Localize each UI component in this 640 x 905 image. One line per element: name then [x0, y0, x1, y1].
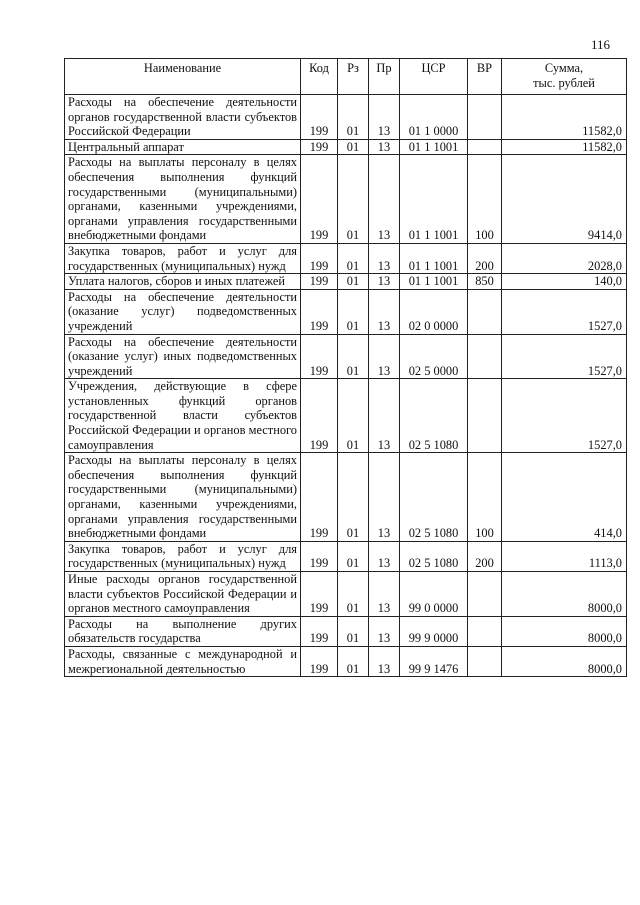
table-row [65, 334, 627, 379]
cell-sum: 8000,0 [502, 616, 627, 646]
cell-csr: 01 1 1001 [400, 243, 468, 273]
cell-vr [468, 95, 502, 140]
cell-pr: 13 [369, 155, 400, 244]
cell-name: Расходы на обеспечение деятельности (оказание услуг) иных подведомственных учреждений [65, 334, 301, 379]
table-row [65, 572, 627, 617]
cell-sum: 1527,0 [502, 379, 627, 453]
cell-kod: 199 [301, 334, 338, 379]
cell-sum: 9414,0 [502, 155, 627, 244]
cell-csr: 02 5 1080 [400, 379, 468, 453]
cell-kod: 199 [301, 453, 338, 542]
cell-name: Учреждения, действующие в сфере установленных функций органов государственной власти субъектов Российской Федерации и органов местного самоуправления [65, 379, 301, 453]
cell-kod: 199 [301, 646, 338, 676]
cell-kod: 199 [301, 243, 338, 273]
table-row [65, 646, 627, 676]
cell-kod: 199 [301, 274, 338, 290]
cell-sum: 11582,0 [502, 139, 627, 155]
cell-sum: 140,0 [502, 274, 627, 290]
budget-table [64, 58, 627, 677]
header-kod: Код [301, 59, 338, 95]
cell-pr: 13 [369, 572, 400, 617]
cell-csr: 99 0 0000 [400, 572, 468, 617]
cell-sum: 1113,0 [502, 541, 627, 571]
cell-vr: 850 [468, 274, 502, 290]
cell-rz: 01 [338, 243, 369, 273]
cell-pr: 13 [369, 139, 400, 155]
cell-rz: 01 [338, 95, 369, 140]
cell-vr [468, 289, 502, 334]
cell-sum: 1527,0 [502, 334, 627, 379]
cell-csr: 01 1 1001 [400, 155, 468, 244]
cell-pr: 13 [369, 274, 400, 290]
cell-pr: 13 [369, 289, 400, 334]
cell-sum: 2028,0 [502, 243, 627, 273]
table-row [65, 139, 627, 155]
cell-pr: 13 [369, 243, 400, 273]
cell-sum: 1527,0 [502, 289, 627, 334]
table-row [65, 453, 627, 542]
cell-rz: 01 [338, 572, 369, 617]
cell-pr: 13 [369, 646, 400, 676]
cell-pr: 13 [369, 616, 400, 646]
cell-name: Расходы на обеспечение деятельности (оказание услуг) подведомственных учреждений [65, 289, 301, 334]
cell-vr [468, 334, 502, 379]
table-row [65, 274, 627, 290]
header-csr: ЦСР [400, 59, 468, 95]
cell-rz: 01 [338, 289, 369, 334]
cell-name: Иные расходы органов государственной власти субъектов Российской Федерации и органов местного самоуправления [65, 572, 301, 617]
cell-pr: 13 [369, 453, 400, 542]
cell-pr: 13 [369, 541, 400, 571]
cell-name: Центральный аппарат [65, 139, 301, 155]
header-rz: Рз [338, 59, 369, 95]
header-sum: Сумма, тыс. рублей [502, 59, 627, 95]
cell-kod: 199 [301, 139, 338, 155]
page-number: 116 [590, 37, 610, 52]
cell-name: Расходы на выплаты персоналу в целях обеспечения выполнения функций государственными (муниципальными) органами, казенными учреждениями, органами управления государственными внебюджетными фондами [65, 453, 301, 542]
cell-sum: 11582,0 [502, 95, 627, 140]
cell-kod: 199 [301, 289, 338, 334]
cell-kod: 199 [301, 379, 338, 453]
table-row [65, 289, 627, 334]
cell-sum: 414,0 [502, 453, 627, 542]
cell-name: Уплата налогов, сборов и иных платежей [65, 274, 301, 290]
cell-rz: 01 [338, 274, 369, 290]
cell-vr [468, 379, 502, 453]
cell-sum: 8000,0 [502, 646, 627, 676]
cell-vr [468, 616, 502, 646]
cell-name: Расходы на обеспечение деятельности органов государственной власти субъектов Российской Федерации [65, 95, 301, 140]
cell-kod: 199 [301, 155, 338, 244]
cell-csr: 02 5 1080 [400, 453, 468, 542]
cell-name: Закупка товаров, работ и услуг для государственных (муниципальных) нужд [65, 541, 301, 571]
cell-vr [468, 646, 502, 676]
cell-rz: 01 [338, 646, 369, 676]
cell-rz: 01 [338, 155, 369, 244]
table-row [65, 155, 627, 244]
cell-rz: 01 [338, 379, 369, 453]
cell-vr: 100 [468, 155, 502, 244]
cell-csr: 99 9 0000 [400, 616, 468, 646]
cell-kod: 199 [301, 572, 338, 617]
table-row [65, 243, 627, 273]
table-body [65, 95, 627, 677]
table-header-row [65, 59, 627, 95]
cell-csr: 01 1 0000 [400, 95, 468, 140]
cell-name: Расходы на выплаты персоналу в целях обеспечения выполнения функций государственными (муниципальными) органами, казенными учреждениями, органами управления государственными внебюджетными фондами [65, 155, 301, 244]
cell-csr: 02 0 0000 [400, 289, 468, 334]
table-row [65, 541, 627, 571]
cell-csr: 01 1 1001 [400, 139, 468, 155]
cell-csr: 02 5 0000 [400, 334, 468, 379]
cell-rz: 01 [338, 541, 369, 571]
table-row [65, 616, 627, 646]
table-row [65, 95, 627, 140]
cell-vr [468, 139, 502, 155]
cell-csr: 02 5 1080 [400, 541, 468, 571]
cell-kod: 199 [301, 541, 338, 571]
cell-name: Расходы на выполнение других обязательств государства [65, 616, 301, 646]
cell-csr: 99 9 1476 [400, 646, 468, 676]
cell-kod: 199 [301, 616, 338, 646]
header-name: Наименование [65, 59, 301, 95]
cell-pr: 13 [369, 379, 400, 453]
cell-name: Расходы, связанные с международной и межрегиональной деятельностью [65, 646, 301, 676]
cell-csr: 01 1 1001 [400, 274, 468, 290]
header-pr: Пр [369, 59, 400, 95]
cell-vr: 200 [468, 541, 502, 571]
cell-name: Закупка товаров, работ и услуг для государственных (муниципальных) нужд [65, 243, 301, 273]
cell-sum: 8000,0 [502, 572, 627, 617]
cell-pr: 13 [369, 95, 400, 140]
cell-vr [468, 572, 502, 617]
cell-vr: 200 [468, 243, 502, 273]
table-row [65, 379, 627, 453]
cell-rz: 01 [338, 139, 369, 155]
header-vr: ВР [468, 59, 502, 95]
cell-rz: 01 [338, 453, 369, 542]
cell-rz: 01 [338, 334, 369, 379]
cell-vr: 100 [468, 453, 502, 542]
cell-kod: 199 [301, 95, 338, 140]
cell-rz: 01 [338, 616, 369, 646]
cell-pr: 13 [369, 334, 400, 379]
